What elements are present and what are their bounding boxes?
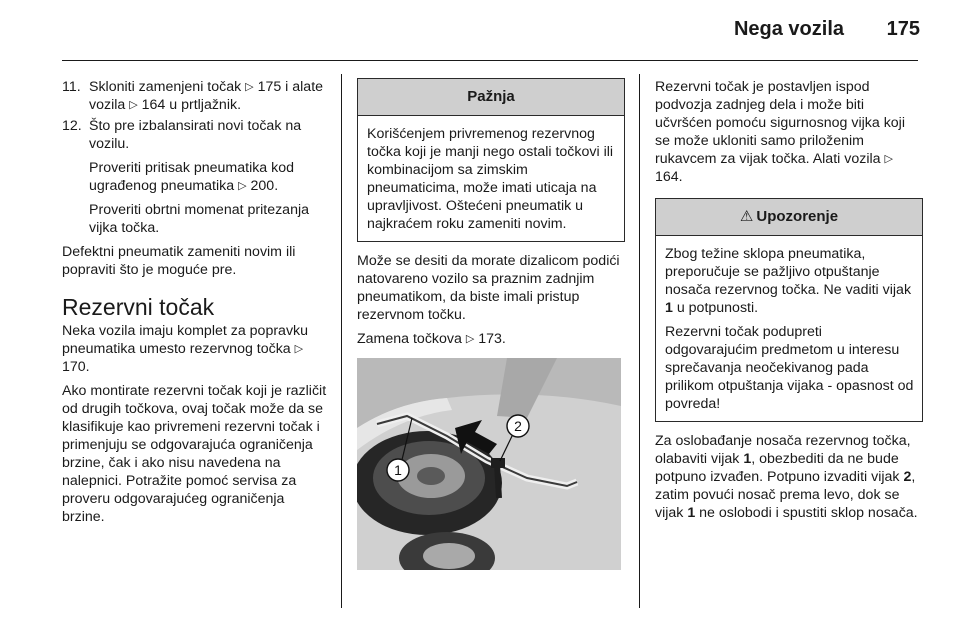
page-ref-link[interactable]: 175 xyxy=(257,79,282,95)
warning-title: Upozorenje xyxy=(756,208,839,225)
list-item-11 xyxy=(62,78,330,114)
warning-text-1: Zbog težine sklopa pneumatika, preporučuje se pažljivo otpuštanje nosača rezervnog točka. Ne vaditi vijak 1 u potpunosti. xyxy=(665,246,912,316)
column-1 xyxy=(62,78,330,526)
arrow-ref-icon: ▷ xyxy=(245,81,254,93)
page-ref-link[interactable]: 200 xyxy=(250,178,275,194)
arrow-ref-icon: ▷ xyxy=(129,99,138,111)
callout-2: 2 xyxy=(514,418,522,434)
list-subparagraph: Proveriti obrtni momenat pritezanja vijka točka. xyxy=(89,202,310,236)
list-text: u prtljažnik. xyxy=(165,97,242,113)
note-text: Korišćenjem privremenog rezervnog točka koji je manji nego ostali točkovi ili kombinacijom sa zimskim pneumaticima, može imati uticaja na upravljivost. Oštećeni pneumatik u najkraćem roku zameniti novim. xyxy=(367,126,614,232)
list-text: Što pre izbalansirati novi točak na vozilu. xyxy=(89,118,302,152)
page-ref-link[interactable]: 164 xyxy=(655,169,679,185)
list-text: Skloniti zamenjeni točak xyxy=(89,79,246,95)
paragraph-kit: Neka vozila imaju komplet za popravku pneumatika umesto rezervnog točka ▷ 170. xyxy=(62,323,309,375)
header-rule xyxy=(62,60,918,61)
page-number: 175 xyxy=(886,18,920,40)
note-box xyxy=(357,78,625,242)
paragraph-spare-mount: Rezervni točak je postavljen ispod podvozja zadnjeg dela i može biti učvršćen pomoću sigurnosnog vijka koji se može ukloniti samo priloženim rukavcem za vijak točka. Alati vozila ▷ 164. xyxy=(655,79,905,185)
column-divider-2 xyxy=(639,74,640,608)
warning-text-2: Rezervni točak podupreti odgovarajućim predmetom u interesu sprečavanja neočekivanog pada prilikom otpuštanja vijaka - opasnost od povreda! xyxy=(665,324,914,412)
warning-triangle-icon: ⚠ xyxy=(739,208,754,225)
list-item-12 xyxy=(62,117,330,153)
section-title: Rezervni točak xyxy=(62,294,215,320)
column-2 xyxy=(357,78,625,570)
warning-box xyxy=(655,198,923,422)
page-ref-link[interactable]: 164 xyxy=(141,97,166,113)
column-divider-1 xyxy=(341,74,342,608)
paragraph-jack: Može se desiti da morate dizalicom podići natovareno vozilo sa praznim zadnjim pneumatikom, da biste imali pristup rezervnom točku. xyxy=(357,253,620,323)
page-ref-link[interactable]: 170 xyxy=(62,359,86,375)
column-3 xyxy=(655,78,923,522)
page-header xyxy=(0,12,960,46)
paragraph-defect: Defektni pneumatik zameniti novim ili popraviti što je moguće pre. xyxy=(62,244,296,278)
paragraph-change: Zamena točkova ▷ 173. xyxy=(357,331,506,347)
arrow-ref-icon: ▷ xyxy=(294,343,304,355)
list-subparagraph: Proveriti pritisak pneumatika kod ugrađenog pneumatika ▷ 200. xyxy=(89,160,295,194)
paragraph-mount: Ako montirate rezervni točak koji je različit od drugih točkova, ovaj točak može da se klasifikuje kao privremeni rezervni točak i primenjuju se odgovarajuća ograničenja brzine, čak i ako nisu navedena na nalepnici. Potražite pomoć servisa za proveru odgovarajućeg ograničenja brzine. xyxy=(62,383,327,525)
arrow-ref-icon: ▷ xyxy=(238,180,247,192)
list-number: 11. xyxy=(62,79,81,95)
paragraph-release: Za oslobađanje nosača rezervnog točka, olabaviti vijak 1, obezbediti da ne bude potpuno izvađen. Potpuno izvaditi vijak 2, zatim povući nosač prema levo, dok se vijak 1 ne oslobodi i spustiti sklop nosača. xyxy=(655,433,918,521)
list-text: i alate vozila xyxy=(89,79,324,113)
spare-wheel-illustration xyxy=(357,358,621,570)
header-title: Nega vozila xyxy=(733,18,844,40)
arrow-ref-icon: ▷ xyxy=(465,333,475,345)
warning-header xyxy=(656,199,922,236)
callout-1: 1 xyxy=(394,462,402,478)
page-ref-link[interactable]: 173 xyxy=(478,331,502,347)
arrow-ref-icon: ▷ xyxy=(884,153,893,165)
list-number: 12. xyxy=(62,118,82,134)
spare-wheel-drawing xyxy=(357,358,621,570)
note-title: Pažnja xyxy=(358,79,624,116)
